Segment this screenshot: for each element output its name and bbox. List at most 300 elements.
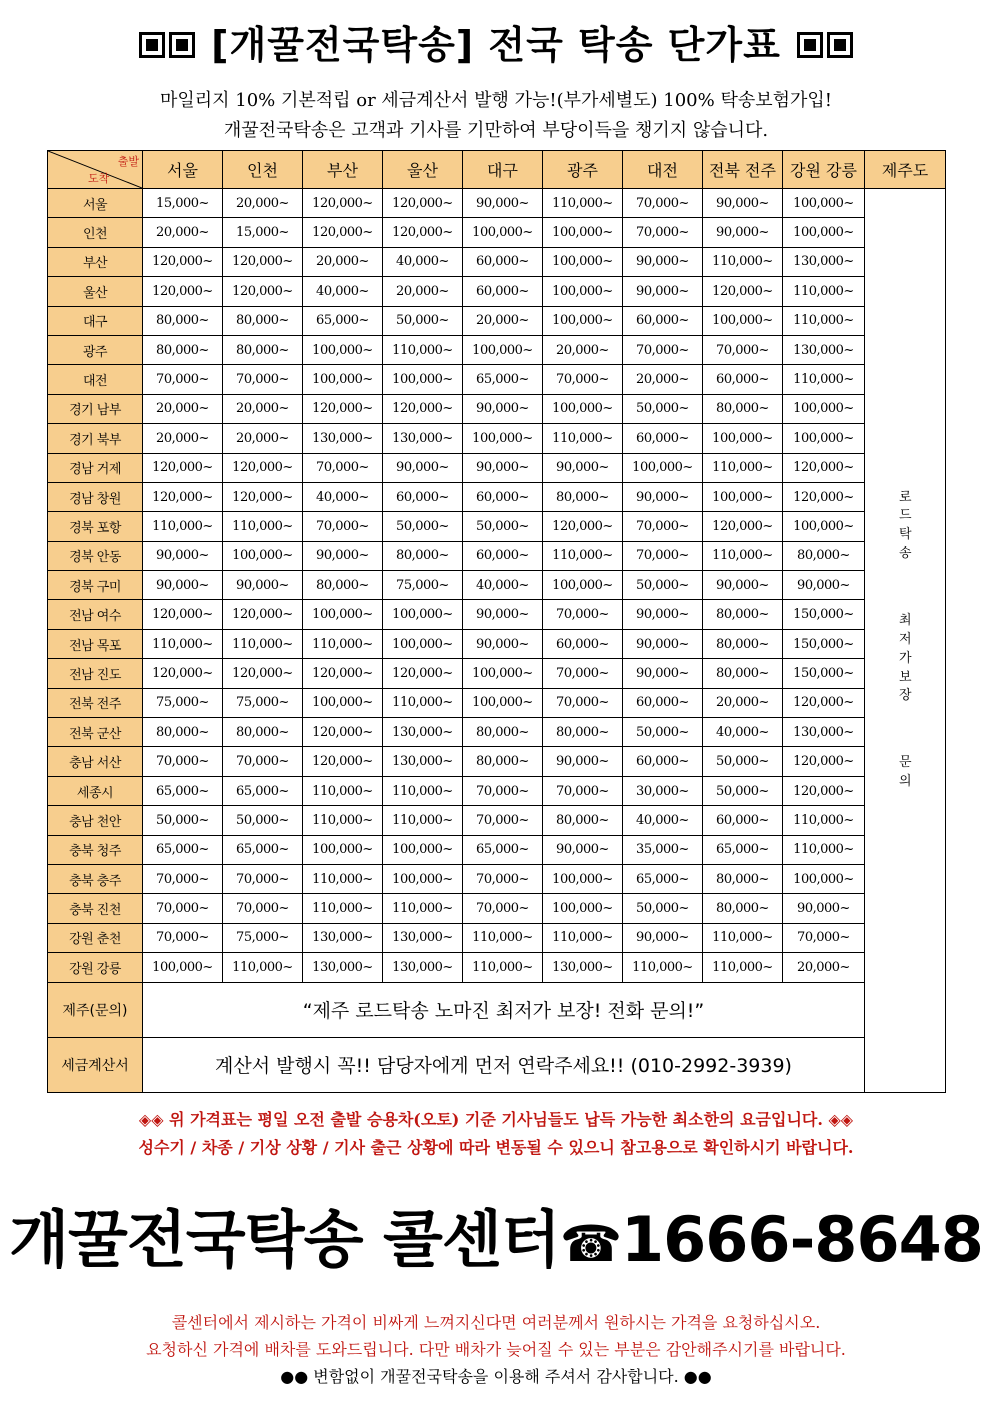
call-center-number: 1666-8648 <box>621 1203 983 1276</box>
price-cell: 90,000~ <box>223 571 303 600</box>
price-cell: 100,000~ <box>463 424 543 453</box>
price-cell: 90,000~ <box>623 659 703 688</box>
price-cell: 35,000~ <box>623 835 703 864</box>
row-header: 충남 천안 <box>48 806 143 835</box>
price-cell: 120,000~ <box>383 394 463 423</box>
price-cell: 120,000~ <box>703 512 783 541</box>
price-cell: 100,000~ <box>783 218 865 247</box>
table-row <box>48 835 946 864</box>
price-cell: 90,000~ <box>463 629 543 658</box>
price-cell: 120,000~ <box>223 247 303 276</box>
price-cell: 20,000~ <box>143 394 223 423</box>
price-cell: 70,000~ <box>143 864 223 893</box>
price-cell: 100,000~ <box>383 864 463 893</box>
row-header: 전남 여수 <box>48 600 143 629</box>
row-header: 전북 전주 <box>48 688 143 717</box>
price-cell: 100,000~ <box>303 688 383 717</box>
price-cell: 70,000~ <box>623 218 703 247</box>
price-cell: 60,000~ <box>463 541 543 570</box>
table-row <box>48 218 946 247</box>
price-cell: 130,000~ <box>383 953 463 982</box>
price-cell: 130,000~ <box>383 923 463 952</box>
price-cell: 70,000~ <box>463 806 543 835</box>
price-cell: 100,000~ <box>623 453 703 482</box>
price-cell: 40,000~ <box>383 247 463 276</box>
price-cell: 110,000~ <box>783 835 865 864</box>
tax-invoice-row <box>48 1037 946 1092</box>
price-cell: 70,000~ <box>223 864 303 893</box>
price-cell: 110,000~ <box>383 688 463 717</box>
price-cell: 70,000~ <box>463 776 543 805</box>
table-row <box>48 629 946 658</box>
price-cell: 110,000~ <box>543 541 623 570</box>
table-row <box>48 277 946 306</box>
price-cell: 70,000~ <box>143 747 223 776</box>
table-row <box>48 571 946 600</box>
price-cell: 50,000~ <box>703 747 783 776</box>
price-cell: 110,000~ <box>543 424 623 453</box>
price-cell: 20,000~ <box>143 218 223 247</box>
jeju-side-char: 가 <box>898 650 912 666</box>
price-table <box>47 150 946 1093</box>
price-cell: 50,000~ <box>623 894 703 923</box>
price-cell: 100,000~ <box>463 218 543 247</box>
price-cell: 40,000~ <box>303 277 383 306</box>
price-cell: 40,000~ <box>303 482 383 511</box>
price-cell: 80,000~ <box>543 718 623 747</box>
price-cell: 70,000~ <box>223 365 303 394</box>
jeju-side-char: 로 <box>898 489 912 505</box>
price-cell: 70,000~ <box>463 894 543 923</box>
price-cell: 110,000~ <box>383 776 463 805</box>
price-cell: 120,000~ <box>783 482 865 511</box>
price-cell: 120,000~ <box>543 512 623 541</box>
price-cell: 65,000~ <box>623 864 703 893</box>
price-cell: 110,000~ <box>543 923 623 952</box>
table-row <box>48 394 946 423</box>
row-header: 부산 <box>48 247 143 276</box>
jeju-side-char: 송 <box>898 546 912 562</box>
price-cell: 110,000~ <box>303 806 383 835</box>
price-cell: 70,000~ <box>623 541 703 570</box>
table-row <box>48 482 946 511</box>
price-cell: 100,000~ <box>543 218 623 247</box>
square-bullet-icon <box>827 32 853 58</box>
jeju-side-char: 드 <box>898 508 912 524</box>
request-price-note: 콜센터에서 제시하는 가격이 비싸게 느껴지신다면 여러분께서 원하시는 가격을 요청하십시오. <box>171 1313 821 1332</box>
price-cell: 20,000~ <box>223 394 303 423</box>
price-cell: 60,000~ <box>623 747 703 776</box>
price-cell: 50,000~ <box>223 806 303 835</box>
price-cell: 70,000~ <box>783 923 865 952</box>
corner-from-label: 출발 <box>117 155 139 168</box>
row-header: 대구 <box>48 306 143 335</box>
price-cell: 50,000~ <box>143 806 223 835</box>
square-bullet-icon <box>169 32 195 58</box>
price-cell: 20,000~ <box>143 424 223 453</box>
price-cell: 60,000~ <box>703 365 783 394</box>
price-cell: 60,000~ <box>463 482 543 511</box>
price-cell: 110,000~ <box>383 894 463 923</box>
price-cell: 120,000~ <box>223 600 303 629</box>
price-cell: 100,000~ <box>703 306 783 335</box>
price-cell: 20,000~ <box>383 277 463 306</box>
price-cell: 15,000~ <box>143 189 223 218</box>
col-header: 전북 전주 <box>703 151 783 189</box>
price-cell: 70,000~ <box>223 747 303 776</box>
corner-to-label: 도착 <box>88 172 110 185</box>
price-cell: 120,000~ <box>143 659 223 688</box>
price-cell: 110,000~ <box>783 277 865 306</box>
price-cell: 100,000~ <box>463 659 543 688</box>
price-cell: 65,000~ <box>143 776 223 805</box>
price-cell: 50,000~ <box>623 718 703 747</box>
price-cell: 80,000~ <box>223 718 303 747</box>
price-cell: 110,000~ <box>703 953 783 982</box>
jeju-side-char: 장 <box>898 688 912 704</box>
price-cell: 20,000~ <box>223 424 303 453</box>
price-cell: 20,000~ <box>703 688 783 717</box>
row-header: 경기 남부 <box>48 394 143 423</box>
table-row <box>48 776 946 805</box>
price-cell: 100,000~ <box>783 189 865 218</box>
price-cell: 90,000~ <box>623 629 703 658</box>
price-cell: 150,000~ <box>783 629 865 658</box>
price-cell: 100,000~ <box>383 629 463 658</box>
table-row <box>48 894 946 923</box>
price-cell: 80,000~ <box>303 571 383 600</box>
row-header: 인천 <box>48 218 143 247</box>
price-cell: 120,000~ <box>223 277 303 306</box>
price-cell: 90,000~ <box>543 453 623 482</box>
table-row <box>48 659 946 688</box>
col-header: 인천 <box>223 151 303 189</box>
table-row <box>48 953 946 982</box>
price-cell: 70,000~ <box>703 335 783 364</box>
jeju-side-char: 최 <box>898 613 912 628</box>
row-header: 전남 진도 <box>48 659 143 688</box>
price-cell: 80,000~ <box>703 600 783 629</box>
price-cell: 120,000~ <box>703 277 783 306</box>
price-cell: 75,000~ <box>143 688 223 717</box>
price-cell: 70,000~ <box>543 776 623 805</box>
price-cell: 90,000~ <box>623 923 703 952</box>
tax-invoice-text: 계산서 발행시 꼭!! 담당자에게 먼저 연락주세요!! (010-2992-3939) <box>143 1037 865 1092</box>
price-cell: 120,000~ <box>223 659 303 688</box>
price-cell: 110,000~ <box>703 541 783 570</box>
row-header: 경북 포항 <box>48 512 143 541</box>
table-row <box>48 424 946 453</box>
row-header: 전남 목포 <box>48 629 143 658</box>
table-row <box>48 453 946 482</box>
row-header: 강원 춘천 <box>48 923 143 952</box>
price-cell: 15,000~ <box>223 218 303 247</box>
price-cell: 130,000~ <box>543 953 623 982</box>
price-cell: 100,000~ <box>783 424 865 453</box>
price-cell: 20,000~ <box>543 335 623 364</box>
price-cell: 100,000~ <box>143 953 223 982</box>
price-cell: 80,000~ <box>383 541 463 570</box>
price-cell: 60,000~ <box>623 688 703 717</box>
row-header: 경남 창원 <box>48 482 143 511</box>
price-cell: 100,000~ <box>703 482 783 511</box>
price-cell: 65,000~ <box>303 306 383 335</box>
price-cell: 130,000~ <box>303 424 383 453</box>
price-cell: 40,000~ <box>703 718 783 747</box>
price-cell: 80,000~ <box>703 894 783 923</box>
price-cell: 65,000~ <box>703 835 783 864</box>
price-cell: 90,000~ <box>783 894 865 923</box>
price-cell: 110,000~ <box>303 894 383 923</box>
price-cell: 120,000~ <box>143 453 223 482</box>
col-header: 대전 <box>623 151 703 189</box>
jeju-side-char: 저 <box>898 631 912 647</box>
price-cell: 90,000~ <box>463 394 543 423</box>
price-cell: 70,000~ <box>143 365 223 394</box>
price-cell: 75,000~ <box>383 571 463 600</box>
price-cell: 110,000~ <box>463 923 543 952</box>
price-cell: 120,000~ <box>383 218 463 247</box>
price-cell: 110,000~ <box>143 512 223 541</box>
price-cell: 100,000~ <box>783 512 865 541</box>
price-cell: 65,000~ <box>143 835 223 864</box>
price-cell: 100,000~ <box>543 247 623 276</box>
price-cell: 100,000~ <box>543 864 623 893</box>
price-cell: 100,000~ <box>303 835 383 864</box>
price-cell: 110,000~ <box>383 335 463 364</box>
price-cell: 120,000~ <box>783 747 865 776</box>
price-cell: 70,000~ <box>223 894 303 923</box>
table-row <box>48 718 946 747</box>
col-header: 서울 <box>143 151 223 189</box>
phone-icon: ☎ <box>559 1214 622 1273</box>
thanks-note: ●● 변함없이 개꿀전국탁송을 이용해 주셔서 감사합니다. ●● <box>280 1367 712 1386</box>
price-cell: 65,000~ <box>463 835 543 864</box>
price-cell: 90,000~ <box>623 482 703 511</box>
price-cell: 120,000~ <box>303 394 383 423</box>
row-header: 서울 <box>48 189 143 218</box>
price-cell: 100,000~ <box>783 864 865 893</box>
price-cell: 50,000~ <box>463 512 543 541</box>
price-cell: 100,000~ <box>543 571 623 600</box>
price-cell: 80,000~ <box>143 306 223 335</box>
price-cell: 65,000~ <box>463 365 543 394</box>
price-cell: 120,000~ <box>303 189 383 218</box>
price-cell: 80,000~ <box>143 718 223 747</box>
square-bullet-icon <box>797 32 823 58</box>
row-header: 세종시 <box>48 776 143 805</box>
price-cell: 120,000~ <box>783 776 865 805</box>
price-note: ◈◈ 위 가격표는 평일 오전 출발 승용차(오토) 기준 기사님들도 납득 가능한 최소한의 요금입니다. ◈◈ <box>138 1110 854 1129</box>
price-cell: 70,000~ <box>143 923 223 952</box>
price-cell: 120,000~ <box>783 688 865 717</box>
price-cell: 130,000~ <box>383 747 463 776</box>
price-cell: 100,000~ <box>543 394 623 423</box>
price-cell: 90,000~ <box>543 747 623 776</box>
table-header-row <box>48 151 946 189</box>
price-cell: 120,000~ <box>143 277 223 306</box>
price-cell: 110,000~ <box>783 806 865 835</box>
price-cell: 80,000~ <box>463 718 543 747</box>
price-cell: 70,000~ <box>543 365 623 394</box>
price-cell: 120,000~ <box>383 189 463 218</box>
col-header: 울산 <box>383 151 463 189</box>
price-cell: 60,000~ <box>463 277 543 306</box>
price-cell: 100,000~ <box>223 541 303 570</box>
row-header: 충북 진천 <box>48 894 143 923</box>
price-cell: 100,000~ <box>463 688 543 717</box>
price-cell: 110,000~ <box>303 629 383 658</box>
price-cell: 120,000~ <box>303 218 383 247</box>
price-cell: 100,000~ <box>303 600 383 629</box>
call-center-label: 개꿀전국탁송 콜센터 <box>9 1203 560 1276</box>
price-cell: 90,000~ <box>303 541 383 570</box>
jeju-side-gap <box>865 564 945 612</box>
price-cell: 130,000~ <box>383 424 463 453</box>
tax-invoice-label: 세금계산서 <box>48 1037 143 1092</box>
dispatch-note: 요청하신 가격에 배차를 도와드립니다. 다만 배차가 늦어질 수 있는 부분은 감안해주시기를 바랍니다. <box>146 1340 846 1359</box>
price-cell: 100,000~ <box>383 835 463 864</box>
row-header: 충남 서산 <box>48 747 143 776</box>
row-header: 경북 안동 <box>48 541 143 570</box>
table-row <box>48 923 946 952</box>
row-header: 경북 구미 <box>48 571 143 600</box>
row-header: 경남 거제 <box>48 453 143 482</box>
price-cell: 120,000~ <box>223 453 303 482</box>
price-cell: 70,000~ <box>623 335 703 364</box>
col-header: 강원 강릉 <box>783 151 865 189</box>
jeju-row-label: 제주(문의) <box>48 982 143 1037</box>
table-row <box>48 365 946 394</box>
table-row <box>48 512 946 541</box>
price-cell: 90,000~ <box>703 189 783 218</box>
jeju-side-char: 보 <box>898 669 912 685</box>
price-cell: 50,000~ <box>623 394 703 423</box>
price-cell: 120,000~ <box>143 600 223 629</box>
price-cell: 20,000~ <box>623 365 703 394</box>
price-cell: 60,000~ <box>703 806 783 835</box>
price-cell: 110,000~ <box>783 365 865 394</box>
jeju-side-gap <box>865 706 945 754</box>
row-header: 전북 군산 <box>48 718 143 747</box>
price-cell: 60,000~ <box>383 482 463 511</box>
table-row <box>48 600 946 629</box>
price-cell: 60,000~ <box>623 306 703 335</box>
price-cell: 120,000~ <box>303 718 383 747</box>
price-cell: 100,000~ <box>383 600 463 629</box>
price-cell: 90,000~ <box>703 571 783 600</box>
price-cell: 70,000~ <box>623 189 703 218</box>
price-cell: 90,000~ <box>703 218 783 247</box>
row-header: 충북 청주 <box>48 835 143 864</box>
price-cell: 50,000~ <box>383 512 463 541</box>
price-cell: 70,000~ <box>543 600 623 629</box>
row-header: 경기 북부 <box>48 424 143 453</box>
price-cell: 20,000~ <box>463 306 543 335</box>
price-cell: 90,000~ <box>623 277 703 306</box>
price-cell: 110,000~ <box>223 512 303 541</box>
price-cell: 90,000~ <box>463 189 543 218</box>
table-row <box>48 541 946 570</box>
price-cell: 120,000~ <box>383 659 463 688</box>
table-row <box>48 806 946 835</box>
price-cell: 80,000~ <box>703 629 783 658</box>
price-cell: 110,000~ <box>463 953 543 982</box>
price-cell: 130,000~ <box>783 718 865 747</box>
price-cell: 75,000~ <box>223 923 303 952</box>
price-cell: 40,000~ <box>463 571 543 600</box>
price-cell: 120,000~ <box>143 247 223 276</box>
price-cell: 80,000~ <box>143 335 223 364</box>
price-cell: 90,000~ <box>623 247 703 276</box>
price-cell: 70,000~ <box>143 894 223 923</box>
row-header: 충북 충주 <box>48 864 143 893</box>
col-header: 부산 <box>303 151 383 189</box>
jeju-row-text: “제주 로드탁송 노마진 최저가 보장! 전화 문의!” <box>143 982 865 1037</box>
price-cell: 60,000~ <box>463 247 543 276</box>
price-cell: 70,000~ <box>303 453 383 482</box>
price-cell: 110,000~ <box>703 923 783 952</box>
jeju-row <box>48 982 946 1037</box>
price-cell: 100,000~ <box>543 277 623 306</box>
price-cell: 70,000~ <box>543 688 623 717</box>
table-row <box>48 247 946 276</box>
price-cell: 110,000~ <box>303 776 383 805</box>
jeju-side-char: 탁 <box>898 527 912 543</box>
price-cell: 80,000~ <box>703 659 783 688</box>
price-cell: 90,000~ <box>143 541 223 570</box>
corner-cell <box>48 151 143 189</box>
jeju-side-char: 의 <box>898 774 912 790</box>
price-cell: 110,000~ <box>543 189 623 218</box>
table-row <box>48 747 946 776</box>
table-row <box>48 189 946 218</box>
price-cell: 90,000~ <box>463 600 543 629</box>
price-cell: 110,000~ <box>143 629 223 658</box>
price-cell: 130,000~ <box>303 953 383 982</box>
price-cell: 75,000~ <box>223 688 303 717</box>
price-cell: 100,000~ <box>543 894 623 923</box>
price-cell: 65,000~ <box>223 776 303 805</box>
price-cell: 80,000~ <box>223 335 303 364</box>
price-cell: 110,000~ <box>303 864 383 893</box>
table-row <box>48 864 946 893</box>
price-cell: 130,000~ <box>783 247 865 276</box>
price-cell: 100,000~ <box>463 335 543 364</box>
price-cell: 130,000~ <box>783 335 865 364</box>
price-cell: 90,000~ <box>383 453 463 482</box>
price-cell: 80,000~ <box>703 864 783 893</box>
price-cell: 70,000~ <box>623 512 703 541</box>
price-cell: 60,000~ <box>543 629 623 658</box>
price-cell: 120,000~ <box>303 747 383 776</box>
price-cell: 110,000~ <box>223 953 303 982</box>
price-cell: 100,000~ <box>383 365 463 394</box>
row-header: 광주 <box>48 335 143 364</box>
price-cell: 80,000~ <box>223 306 303 335</box>
price-cell: 150,000~ <box>783 600 865 629</box>
price-cell: 130,000~ <box>303 923 383 952</box>
price-cell: 80,000~ <box>783 541 865 570</box>
price-cell: 80,000~ <box>703 394 783 423</box>
price-cell: 50,000~ <box>703 776 783 805</box>
price-cell: 40,000~ <box>623 806 703 835</box>
price-cell: 130,000~ <box>383 718 463 747</box>
price-cell: 150,000~ <box>783 659 865 688</box>
price-cell: 90,000~ <box>623 600 703 629</box>
row-header: 대전 <box>48 365 143 394</box>
price-cell: 100,000~ <box>703 424 783 453</box>
